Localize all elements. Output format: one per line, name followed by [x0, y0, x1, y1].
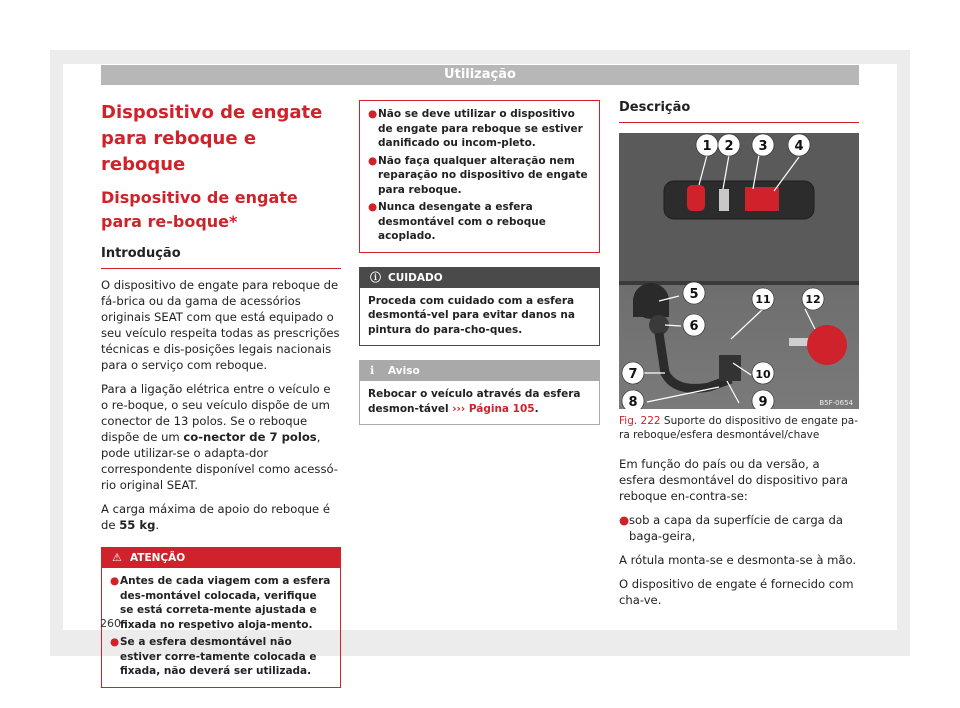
warning-body [102, 568, 340, 687]
connector-text-c: , pode utilizar-se o adapta-dor correspondente disponível como acessó-rio original SEAT. [101, 430, 338, 492]
callout-label: 9 [758, 395, 768, 409]
bullet-icon: ● [368, 154, 378, 167]
key-paragraph: O dispositivo de engate é fornecido com cha-ve. [619, 577, 854, 607]
subsection-title: Introdução [101, 246, 341, 269]
page-ref-arrow: ››› [452, 402, 466, 415]
figure-code: B5F-0654 [819, 399, 853, 407]
caution-header [360, 268, 599, 288]
warning-triangle-icon: ⚠ [112, 551, 122, 564]
warning-item [368, 107, 591, 151]
warning-header [102, 548, 340, 568]
section-header: Utilização [101, 65, 859, 85]
load-value: 55 kg [119, 518, 156, 532]
bullet-icon: ● [110, 575, 120, 587]
intro-paragraph: O dispositivo de engate para reboque de fá-brica ou da gama de acessórios originais SEAT com que está equipado o seu veículo respeita todas as prescrições técnicas e dis-posições legais nacionais para o serviço com reboque. [101, 278, 340, 372]
warning-item-text: Antes de cada viagem com a esfera des-montável colocada, verifique se está correta-mente ajustada e fixada no respetivo aloja-mento. [120, 575, 331, 631]
figure-number: Fig. 222 [619, 415, 661, 427]
cap-base [633, 299, 669, 317]
bullet-icon: ● [110, 636, 120, 648]
tow-hitch-figure [619, 133, 859, 409]
bullet-icon: ● [619, 513, 630, 527]
callout-label: 12 [805, 293, 821, 306]
warning-item [110, 574, 332, 632]
chapter-title: Dispositivo de engate para reboque e reboque [101, 102, 323, 175]
caution-title: CUIDADO [388, 271, 443, 284]
warning-box [101, 547, 341, 688]
caution-body: Proceda com cuidado com a esfera desmontá-vel para evitar danos na pintura do para-cho-ques. [368, 294, 575, 336]
holder-recess [664, 181, 814, 219]
load-text-a: A carga máxima de apoio do reboque é de [101, 502, 330, 532]
location-bullet [619, 512, 859, 544]
note-header [360, 361, 599, 381]
warning-item-text: Não faça qualquer alteração nem reparação no dispositivo de engate para reboque. [378, 154, 588, 196]
description-title: Descrição [619, 100, 859, 123]
page-number: 260 [100, 617, 121, 630]
red-cap-part [687, 185, 705, 211]
column-right [619, 100, 859, 608]
callout-label: 1 [702, 139, 712, 154]
page-ref-link[interactable]: Página 105 [468, 402, 535, 415]
caption-text: Suporte do dispositivo de engate pa-ra reboque/esfera desmontável/chave [619, 415, 859, 441]
key-head-red [807, 325, 847, 365]
column-middle [359, 100, 600, 425]
connector-paragraph [101, 381, 341, 493]
warning-body-continued [360, 101, 599, 252]
connector-text-a: Para a ligação elétrica entre o veículo e o re-boque, o seu veículo dispõe de um conector de 13 polos. Se o reboque dispõe de um [101, 382, 331, 444]
note-body [360, 381, 599, 424]
note-end: . [534, 402, 539, 415]
bullet-icon: ● [368, 201, 378, 213]
info-icon: ℹ [370, 364, 375, 377]
bullet-text: sob a capa da superfície de carga da baga-geira, [629, 513, 843, 543]
callout-label: 11 [755, 293, 771, 306]
note-title: Aviso [388, 365, 420, 377]
caution-box [359, 267, 600, 347]
callout-label: 2 [724, 139, 734, 154]
warning-item [110, 635, 332, 679]
figure-caption [619, 415, 859, 442]
callout-label: 3 [758, 139, 768, 154]
column-left [101, 100, 341, 688]
mount-paragraph: A rótula monta-se e desmonta-se à mão. [619, 553, 857, 567]
load-text-c: . [155, 518, 160, 532]
warning-item-text: Se a esfera desmontável não estiver corre-tamente colocada e fixada, não deverá ser utilizada. [120, 636, 317, 677]
tow-hitch-illustration [619, 133, 859, 409]
warning-item [368, 154, 591, 198]
connector-text-bold: co-nector de 7 polos [183, 430, 317, 444]
section-title: Dispositivo de engate para re-boque* [101, 188, 298, 231]
warning-item [368, 200, 591, 244]
caution-circle-icon: ⓘ [370, 270, 381, 284]
description-paragraph: Em função do país ou da versão, a esfera desmontável do dispositivo para reboque en-contra-se: [619, 457, 848, 503]
callout-label: 4 [794, 139, 804, 154]
warning-item-text: Não se deve utilizar o dispositivo de engate para reboque se estiver danificado ou incom-pleto. [378, 108, 583, 149]
warning-box-continued [359, 100, 600, 253]
note-box [359, 360, 600, 425]
warning-title: ATENÇÃO [130, 552, 186, 564]
warning-item-text: Nunca desengate a esfera desmontável com o reboque acoplado. [378, 201, 546, 242]
callout-label: 6 [689, 319, 699, 334]
callout-label: 5 [689, 287, 699, 302]
callout-label: 10 [755, 368, 771, 381]
bullet-icon: ● [368, 108, 378, 120]
callout-label: 8 [628, 395, 638, 409]
holder-latch [719, 189, 729, 211]
callout-label: 7 [628, 367, 638, 382]
note-text: Rebocar o veículo através da esfera desmon-tável [368, 388, 581, 415]
load-paragraph [101, 501, 341, 533]
hitch-lock [719, 355, 741, 381]
